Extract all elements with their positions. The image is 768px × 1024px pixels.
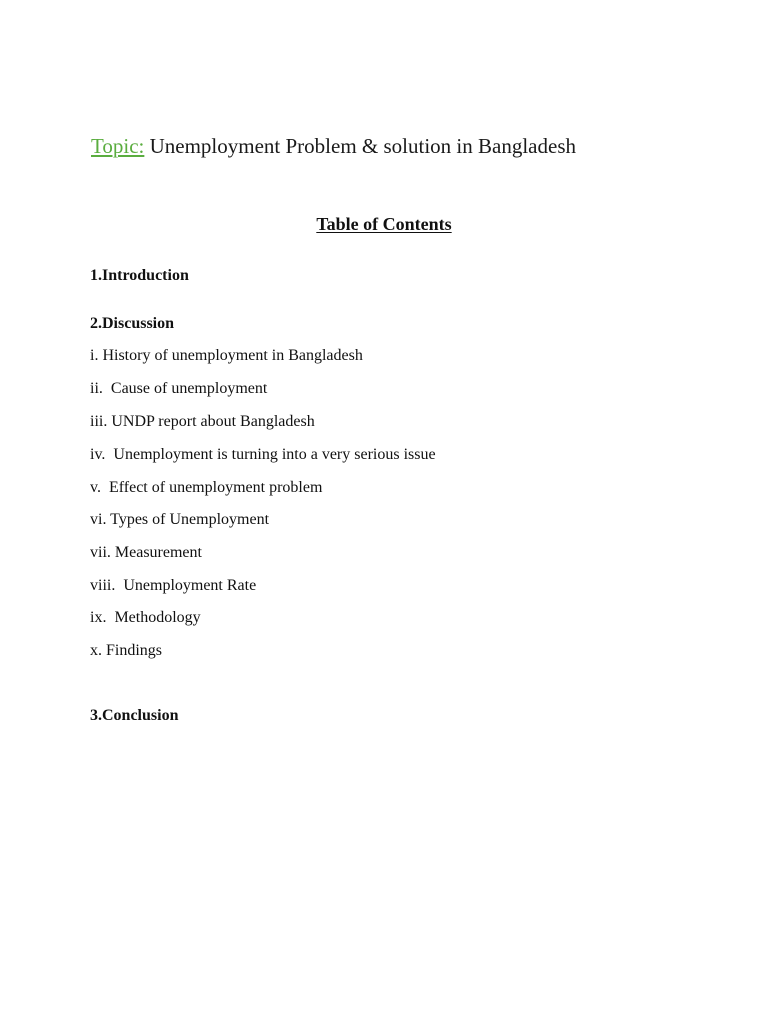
topic-title: Unemployment Problem & solution in Bangladesh bbox=[149, 134, 576, 158]
toc-item: i. History of unemployment in Bangladesh bbox=[90, 347, 363, 364]
toc-section-discussion: 2.Discussion bbox=[90, 315, 175, 332]
toc-item: iii. UNDP report about Bangladesh bbox=[90, 413, 315, 430]
toc-heading: Table of Contents bbox=[316, 214, 452, 234]
topic-label: Topic: bbox=[91, 134, 145, 158]
toc-item: ii. Cause of unemployment bbox=[90, 380, 268, 397]
toc-section-conclusion: 3.Conclusion bbox=[90, 707, 179, 724]
toc-item: vi. Types of Unemployment bbox=[90, 511, 270, 528]
toc-section-introduction: 1.Introduction bbox=[90, 267, 189, 284]
toc-item: iv. Unemployment is turning into a very serious issue bbox=[90, 446, 436, 463]
toc-item: x. Findings bbox=[90, 642, 163, 659]
topic-line bbox=[91, 131, 576, 161]
toc-item: vii. Measurement bbox=[90, 544, 202, 561]
toc-item: v. Effect of unemployment problem bbox=[90, 479, 323, 496]
toc-item: ix. Methodology bbox=[90, 609, 201, 626]
toc-item: viii. Unemployment Rate bbox=[90, 577, 257, 594]
